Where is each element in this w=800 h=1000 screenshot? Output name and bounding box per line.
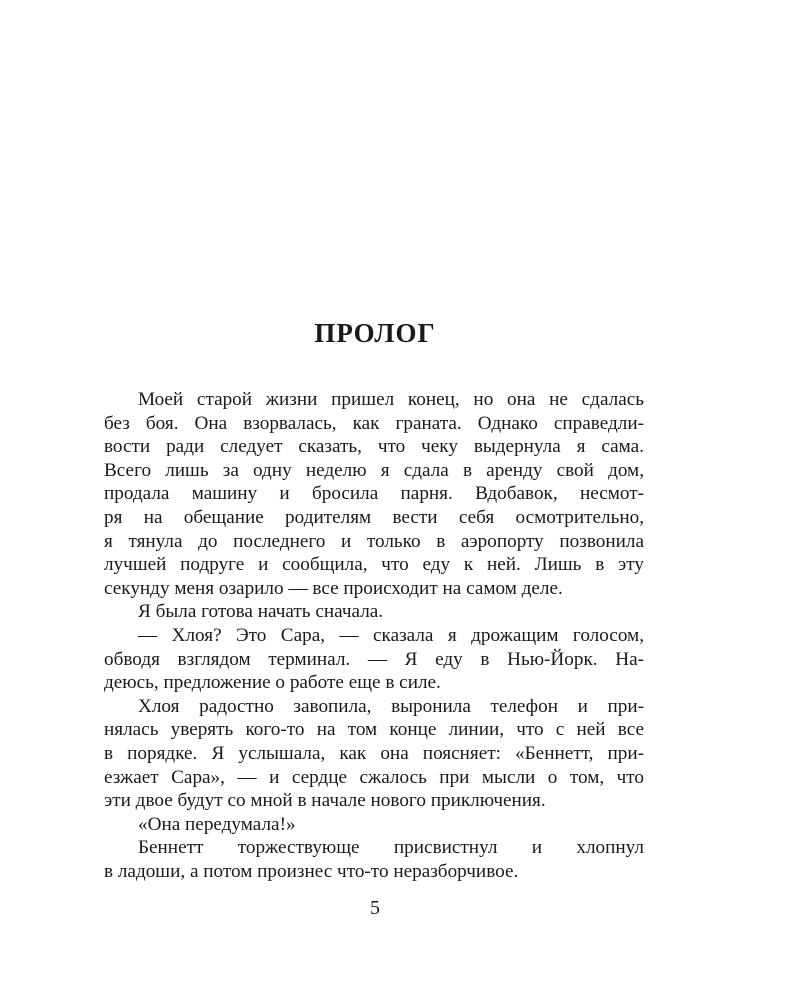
text-line: нялась уверять кого-то на том конце линии, что с ней все <box>104 719 644 741</box>
text-line: в ладоши, а потом произнес что-то неразборчивое. <box>104 860 519 882</box>
text-line: обводя взглядом терминал. — Я еду в Нью-Йорк. На- <box>104 648 644 670</box>
text-line: вости ради следует сказать, что чеку выдернула я сама. <box>104 436 644 458</box>
text-line: Всего лишь за одну неделю я сдала в аренду свой дом, <box>104 459 644 481</box>
text-line: секунду меня озарило — все происходит на самом деле. <box>104 577 563 599</box>
paragraph <box>104 813 644 837</box>
text-line: в порядке. Я услышала, как она поясняет: «Беннетт, при- <box>104 742 644 764</box>
text-line: Беннетт торжествующе присвистнул и хлопнул <box>138 837 644 859</box>
text-line: — Хлоя? Это Сара, — сказала я дрожащим голосом, <box>138 624 644 646</box>
paragraph <box>104 388 644 600</box>
paragraph <box>104 836 644 883</box>
paragraph <box>104 624 644 695</box>
text-line: Я была готова начать сначала. <box>138 601 384 623</box>
text-line: Хлоя радостно завопила, выронила телефон и при- <box>138 695 644 717</box>
text-line: без боя. Она взорвалась, как граната. Однако справедли- <box>104 412 644 434</box>
body-text <box>104 388 644 883</box>
paragraph <box>104 695 644 813</box>
text-line: продала машину и бросила парня. Вдобавок, несмот- <box>104 483 644 505</box>
text-line: Моей старой жизни пришел конец, но она не сдалась <box>138 389 644 410</box>
chapter-title: ПРОЛОГ <box>314 318 436 348</box>
text-line: я тянула до последнего и только в аэропорту позвонила <box>104 530 644 552</box>
text-line: езжает Сара», — и сердце сжалось при мысли о том, что <box>104 766 644 788</box>
text-line: эти двое будут со мной в начале нового приключения. <box>104 790 546 812</box>
page-number: 5 <box>370 897 380 919</box>
text-line: деюсь, предложение о работе еще в силе. <box>104 672 441 694</box>
text-line: ря на обещание родителям вести себя осмотрительно, <box>104 506 644 528</box>
paragraph <box>104 600 644 624</box>
text-line: лучшей подруге и сообщила, что еду к ней. Лишь в эту <box>104 554 644 576</box>
text-line: «Она передумала!» <box>138 813 296 835</box>
